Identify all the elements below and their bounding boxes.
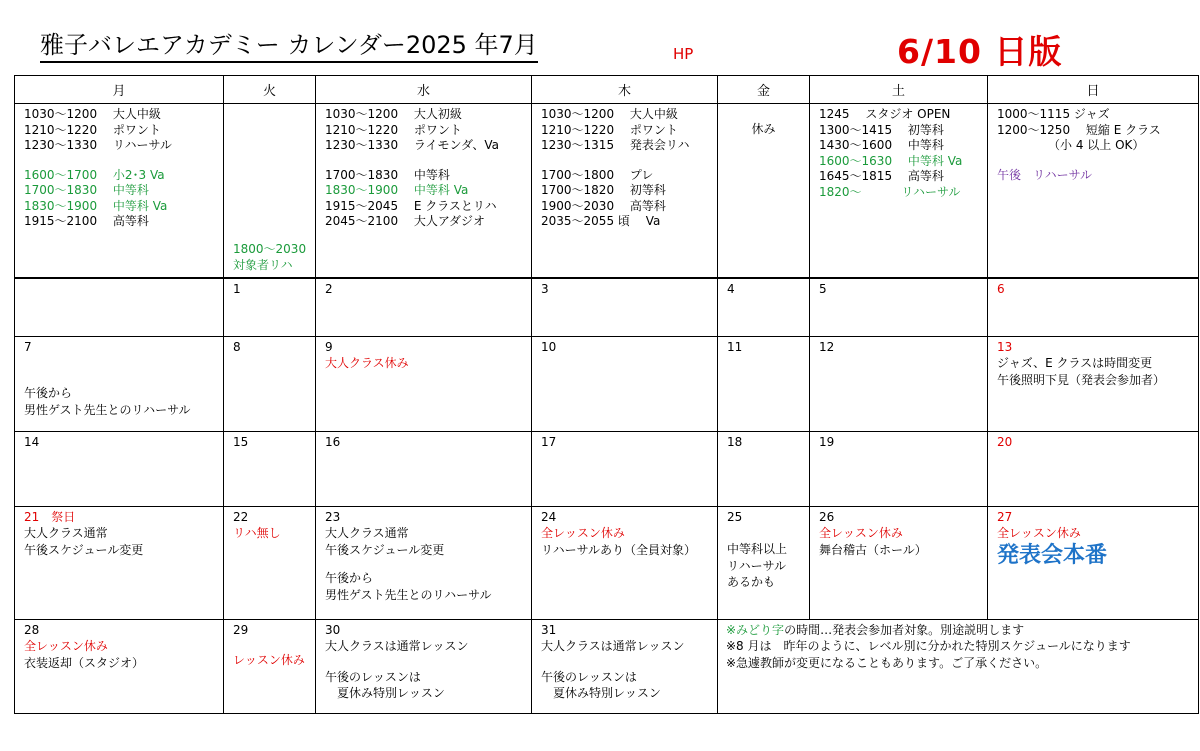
day-note: 大人クラス通常 <box>325 526 409 540</box>
schedule-line: 1230～1330 ライモンダ、Va <box>325 138 499 152</box>
schedule-line: 1210～1220 ポワント <box>24 122 161 137</box>
schedule-line: 1900～2030 高等科 <box>541 198 666 213</box>
day-note: 午後照明下見（発表会参加者） <box>997 372 1166 387</box>
week-row-2 <box>15 336 1199 431</box>
day-note: 午後のレッスンは <box>325 669 421 684</box>
schedule-line: 1700～1820 初等科 <box>541 183 666 197</box>
schedule-line: 1300～1415 初等科 <box>819 122 944 137</box>
schedule-line: 1230～1330 リハーサル <box>24 138 172 152</box>
schedule-line: 2045～2100 大人アダジオ <box>325 214 486 228</box>
schedule-line: 1915～2045 E クラスとリハ <box>325 198 497 213</box>
day-number: 22 <box>233 509 249 524</box>
schedule-line: 1820～ リハーサル <box>819 184 961 199</box>
calendar-table <box>14 75 1199 714</box>
day-cell <box>718 506 810 619</box>
day-note: 午後スケジュール変更 <box>24 542 144 557</box>
schedule-fri <box>718 104 810 279</box>
day-number: 3 <box>541 282 549 296</box>
day-cell <box>224 278 316 336</box>
schedule-line: 1700～1830 中等科 <box>325 167 450 182</box>
schedule-line: 1030～1200 大人中級 <box>541 107 678 121</box>
recital-main-label: 発表会本番 <box>997 542 1108 568</box>
day-note: 男性ゲスト先生とのリハーサル <box>24 402 191 417</box>
schedule-line: 休み <box>751 122 776 136</box>
day-cell <box>224 431 316 506</box>
schedule-sun <box>988 104 1199 279</box>
schedule-line: 1030～1200 大人中級 <box>24 107 161 121</box>
day-cell <box>15 619 224 713</box>
day-number: 20 <box>997 434 1013 449</box>
weekday-sun: 日 <box>988 76 1199 104</box>
day-cell <box>224 619 316 713</box>
schedule-line: 1210～1220 ポワント <box>325 122 462 137</box>
day-number: 18 <box>727 434 743 449</box>
day-number <box>15 279 223 281</box>
day-number: 5 <box>819 282 827 296</box>
day-note: 全レッスン休み <box>997 526 1081 540</box>
note-1-green: ※みどり字 <box>726 622 785 637</box>
day-note: 夏休み特別レッスン <box>541 686 661 700</box>
day-cell <box>316 619 532 713</box>
schedule-line: 午後 リハーサル <box>997 167 1093 182</box>
weekday-header-row <box>15 76 1199 104</box>
day-number: 2 <box>325 282 333 296</box>
schedule-line: 2035～2055 頃 Va <box>541 214 661 228</box>
day-number: 19 <box>819 434 835 449</box>
schedule-line: 1430～1600 中等科 <box>819 138 944 152</box>
day-cell <box>988 506 1199 619</box>
day-note: リハーサル <box>727 558 787 573</box>
weekday-wed: 水 <box>316 76 532 104</box>
day-number: 29 <box>233 622 249 637</box>
weekday-sat: 土 <box>810 76 988 104</box>
note-1-rest: の時間…発表会参加者対象。別途説明します <box>784 622 1025 637</box>
schedule-sat <box>810 104 988 279</box>
day-note: 午後スケジュール変更 <box>325 542 445 557</box>
day-number: 8 <box>233 339 241 354</box>
schedule-line: 1830～1900 中等科 Va <box>325 183 469 197</box>
day-number: 13 <box>997 339 1013 354</box>
day-number: 25 <box>727 509 743 524</box>
regular-schedule-row <box>15 104 1199 279</box>
schedule-line: 1800～2030 <box>233 242 307 256</box>
day-number: 11 <box>727 339 743 354</box>
notes-cell <box>718 619 1199 713</box>
day-number: 7 <box>24 339 32 354</box>
day-note: 午後から <box>325 571 374 585</box>
day-cell <box>15 336 224 431</box>
day-number: 15 <box>233 434 249 449</box>
day-note: 全レッスン休み <box>819 526 903 540</box>
day-note: 大人クラスは通常レッスン <box>541 639 685 653</box>
day-cell <box>316 506 532 619</box>
day-cell <box>316 431 532 506</box>
day-note: 午後から <box>24 386 73 400</box>
schedule-line: 1830～1900 中等科 Va <box>24 198 168 213</box>
day-number: 9 <box>325 339 333 354</box>
schedule-line: 1645～1815 高等科 <box>819 169 944 183</box>
day-number: 16 <box>325 434 341 449</box>
day-cell <box>532 278 718 336</box>
schedule-line: 1700～1830 中等科 <box>24 183 149 197</box>
schedule-line: （小 4 以上 OK） <box>1048 138 1145 152</box>
day-note: 全レッスン休み <box>24 639 108 653</box>
day-note: 舞台稽古（ホール） <box>819 542 927 557</box>
day-number: 23 <box>325 509 341 524</box>
day-cell <box>316 278 532 336</box>
schedule-line: 1210～1220 ポワント <box>541 122 678 137</box>
day-note: ジャズ、E クラスは時間変更 <box>997 356 1153 370</box>
day-number: 17 <box>541 434 557 449</box>
schedule-line: 対象者リハ <box>233 257 293 272</box>
day-number: 4 <box>727 282 735 296</box>
day-cell <box>718 336 810 431</box>
schedule-line: 1915～2100 高等科 <box>24 214 149 228</box>
week-row-4 <box>15 506 1199 619</box>
day-note: リハ無し <box>233 526 281 540</box>
day-cell <box>532 336 718 431</box>
schedule-mon <box>15 104 224 279</box>
day-cell <box>316 336 532 431</box>
schedule-wed <box>316 104 532 279</box>
day-number: 26 <box>819 509 835 524</box>
day-cell <box>810 336 988 431</box>
day-note: 大人クラス休み <box>325 356 409 370</box>
schedule-line: 1000～1115 ジャズ <box>997 107 1110 121</box>
day-number: 6 <box>997 282 1005 296</box>
note-2: ※8 月は 昨年のように、レベル別に分かれた特別スケジュールになります <box>726 639 1131 653</box>
schedule-line: 1200～1250 短縮 E クラス <box>997 122 1161 137</box>
day-cell <box>988 336 1199 431</box>
day-number: 10 <box>541 339 557 354</box>
version-label: 6/10 日版 <box>897 32 1063 71</box>
day-cell <box>532 431 718 506</box>
day-cell <box>988 278 1199 336</box>
weekday-tue: 火 <box>224 76 316 104</box>
schedule-line: 1600～1630 中等科 Va <box>819 153 963 168</box>
day-cell <box>224 336 316 431</box>
day-note: 午後のレッスンは <box>541 669 637 684</box>
day-note: 大人クラスは通常レッスン <box>325 639 469 653</box>
day-note: 中等科以上 <box>727 542 788 556</box>
day-note: リハーサルあり（全員対象） <box>541 542 697 557</box>
day-number: 28 <box>24 622 40 637</box>
day-number: 30 <box>325 622 341 637</box>
week-row-5 <box>15 619 1199 713</box>
day-cell <box>15 278 224 336</box>
page-title: 雅子バレエアカデミー カレンダー2025 年7月 <box>40 30 538 63</box>
weekday-mon: 月 <box>15 76 224 104</box>
day-number: 12 <box>819 339 835 354</box>
day-note: 夏休み特別レッスン <box>325 686 445 700</box>
schedule-thu <box>532 104 718 279</box>
schedule-line: 1230～1315 発表会リハ <box>541 138 690 152</box>
week-row-3 <box>15 431 1199 506</box>
day-note: 衣装返却（スタジオ） <box>24 655 145 670</box>
day-note: 大人クラス通常 <box>24 526 108 540</box>
day-cell <box>15 431 224 506</box>
day-number: 21 祭日 <box>24 509 76 524</box>
day-cell <box>532 619 718 713</box>
day-number: 31 <box>541 622 557 637</box>
weekday-thu: 木 <box>532 76 718 104</box>
day-note: レッスン休み <box>233 653 305 667</box>
day-cell <box>810 506 988 619</box>
day-number: 1 <box>233 282 241 296</box>
day-cell <box>224 506 316 619</box>
day-cell <box>718 278 810 336</box>
day-note: あるかも <box>727 575 776 589</box>
day-note: 男性ゲスト先生とのリハーサル <box>325 587 492 602</box>
day-cell <box>532 506 718 619</box>
hp-label: HP <box>673 45 694 63</box>
day-cell <box>810 278 988 336</box>
weekday-fri: 金 <box>718 76 810 104</box>
day-number: 24 <box>541 509 557 524</box>
schedule-line: 1600～1700 小2･3 Va <box>24 167 165 182</box>
schedule-line: 1245 スタジオ OPEN <box>819 107 951 121</box>
day-cell <box>15 506 224 619</box>
day-number: 27 <box>997 509 1013 524</box>
day-cell <box>718 431 810 506</box>
note-1 <box>718 622 1198 639</box>
day-number: 14 <box>24 434 40 449</box>
week-row-1 <box>15 278 1199 336</box>
schedule-line: 1700～1800 プレ <box>541 167 654 182</box>
day-note: 全レッスン休み <box>541 526 625 540</box>
day-cell <box>810 431 988 506</box>
day-cell <box>988 431 1199 506</box>
note-3: ※急遽教師が変更になることもあります。ご了承ください。 <box>726 655 1048 670</box>
schedule-line: 1030～1200 大人初級 <box>325 107 462 121</box>
schedule-tue <box>224 104 316 279</box>
